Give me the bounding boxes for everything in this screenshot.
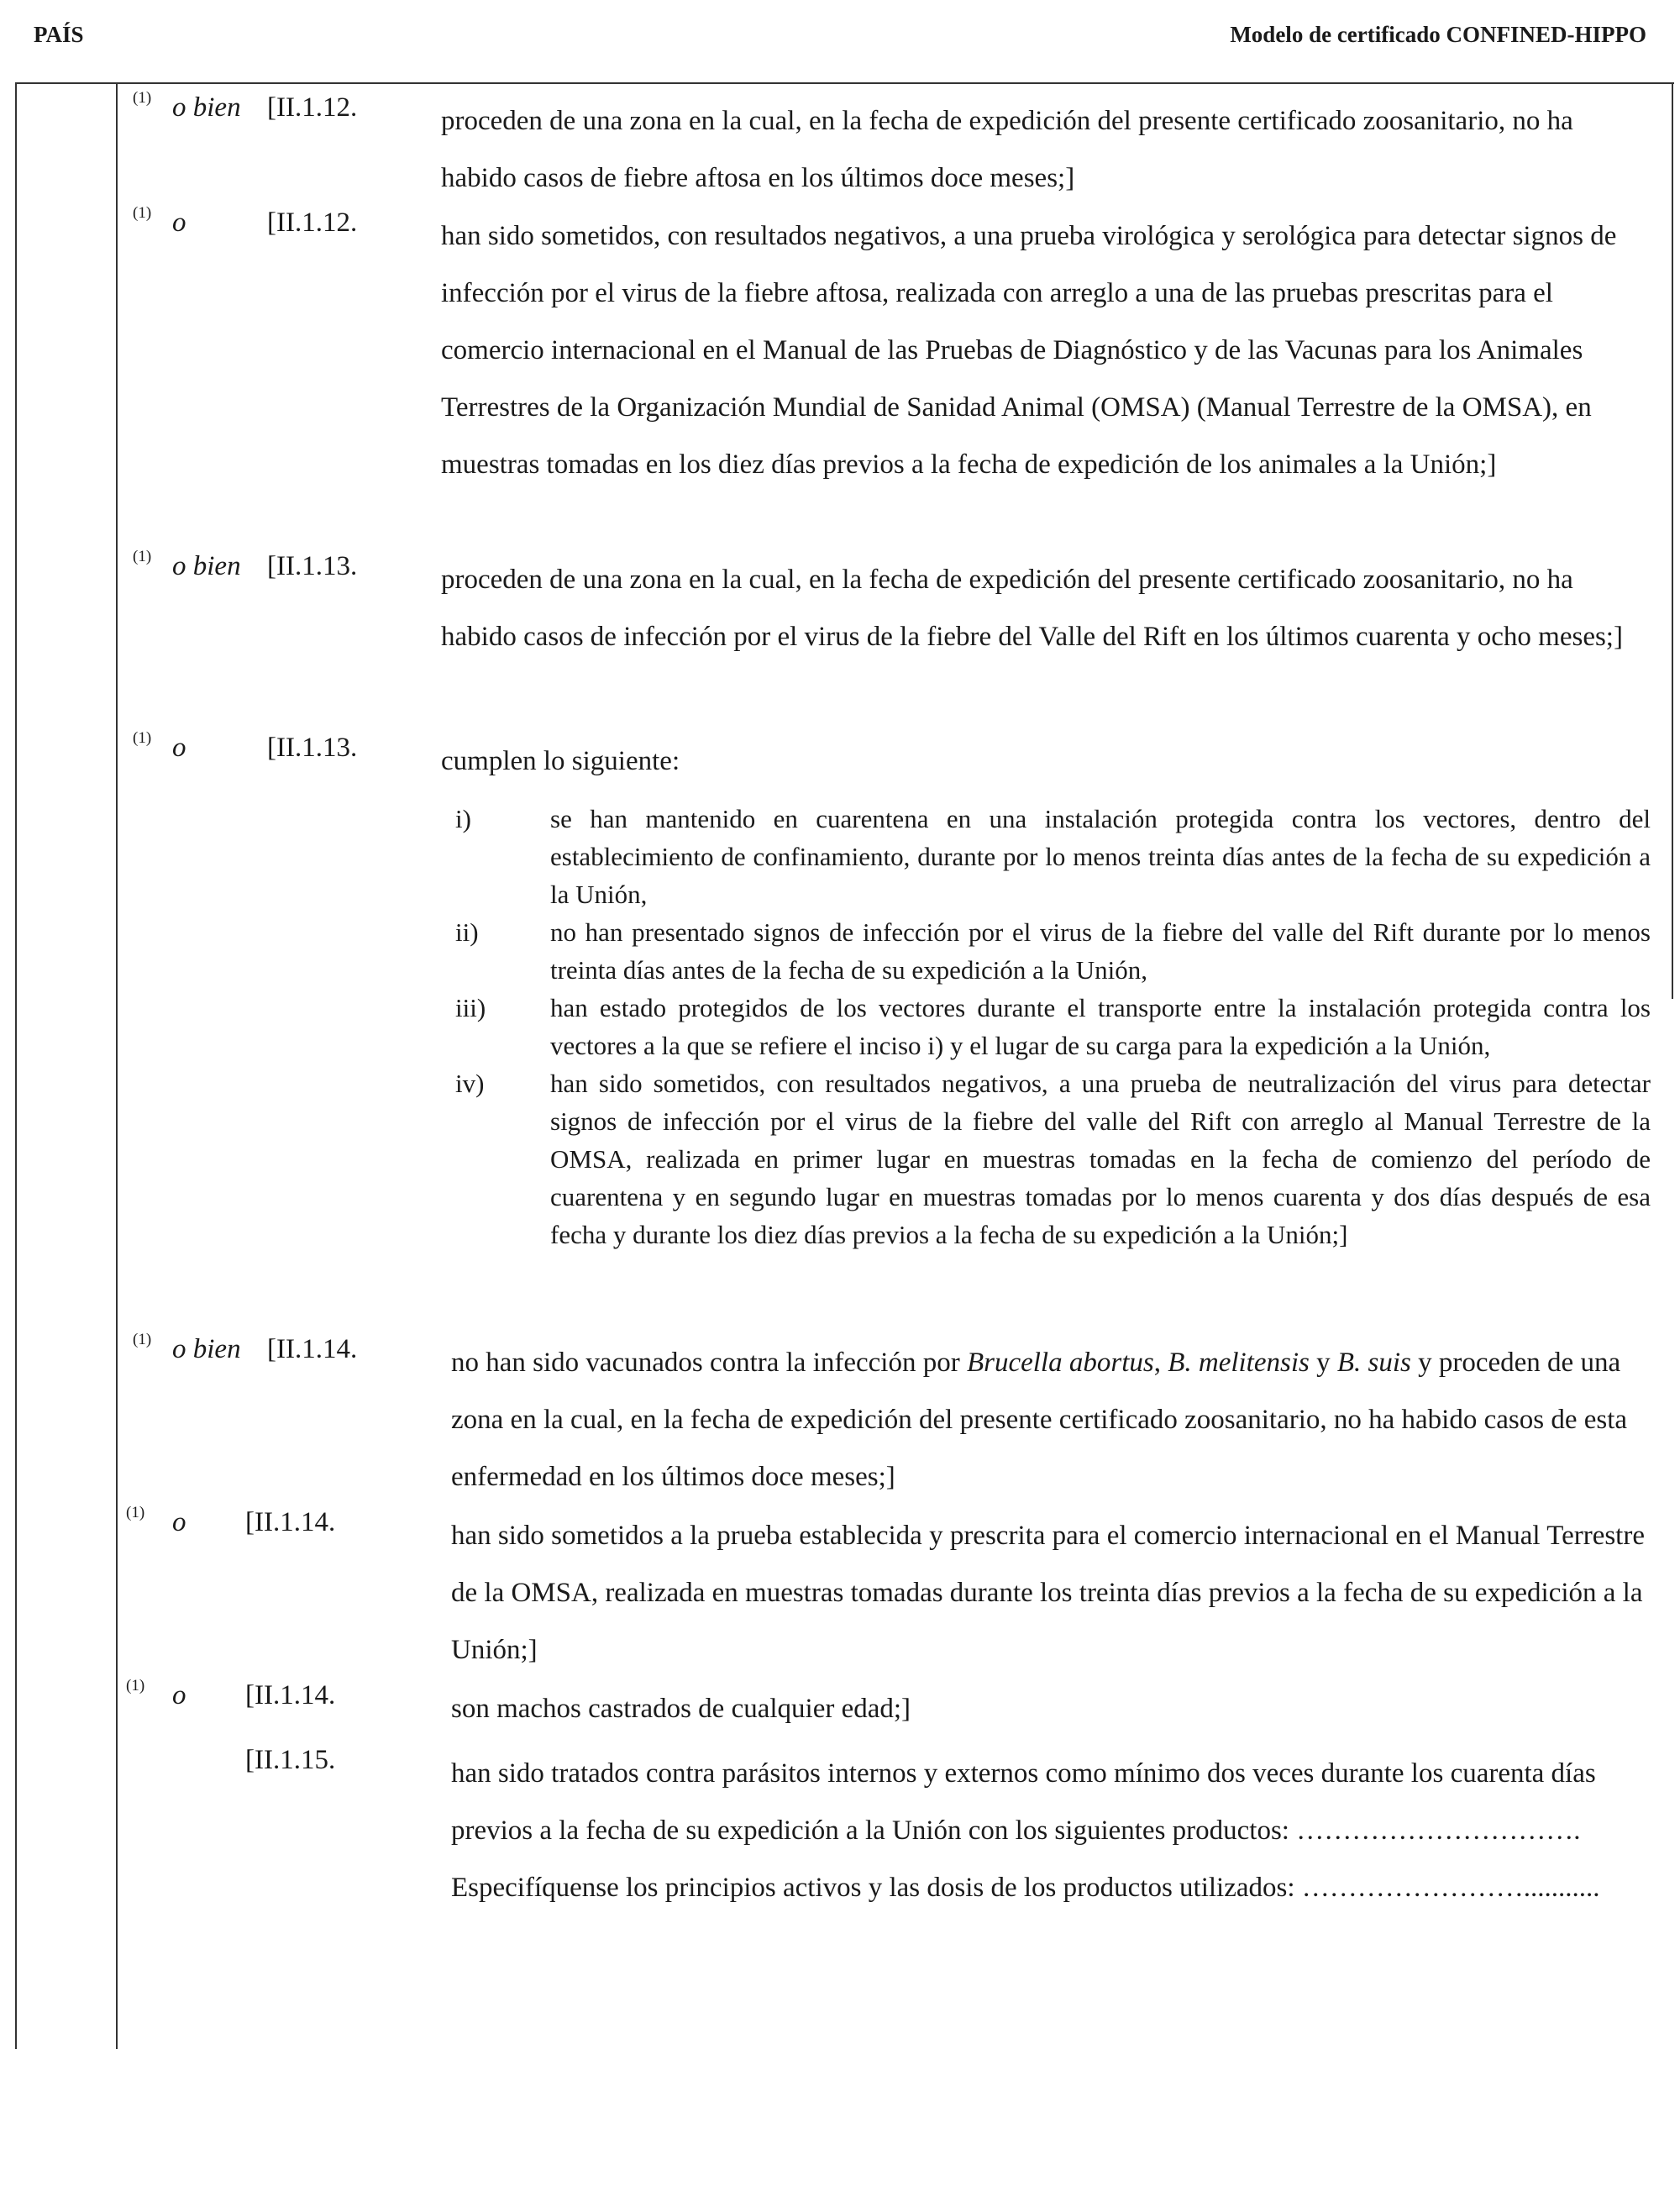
footnote-marker: (1) <box>126 1504 145 1521</box>
clause-text-part: y proceden de una zona en la cual, en la fecha de expedición del presente certificado zoosanitario, no ha habido casos de esta enfermedad en los últimos doce meses;] <box>451 1348 1628 1492</box>
option-qualifier: o bien <box>172 1334 241 1364</box>
clause-text: han sido sometidos a la prueba establecida y prescrita para el comercio internacional en el Manual Terrestre de la OMSA, realizada en muestras tomadas durante los treinta días previos a la fecha de su expedición a la Unión;] <box>451 1521 1645 1665</box>
clause-text <box>451 1334 1661 1505</box>
list-item-number: i) <box>455 804 471 833</box>
table-left-border <box>15 83 17 2049</box>
list-item-text: no han presentado signos de infección por el virus de la fiebre del valle del Rift durante por lo menos treinta días antes de la fecha de su expedición a la Unión, <box>550 917 1651 985</box>
clause-text: han sido tratados contra parásitos internos y externos como mínimo dos veces durante los cuarenta días previos a la fecha de su expedición a la Unión con los siguientes productos: …………………………. Especifíquense los principios activos y las dosis de los productos utilizados: ……………………........... <box>451 1758 1600 1903</box>
clause-reference: [II.1.13. <box>267 551 358 581</box>
list-item-number: ii) <box>455 917 479 947</box>
clause-text: proceden de una zona en la cual, en la fecha de expedición del presente certificado zoosanitario, no ha habido casos de fiebre aftosa en los últimos doce meses;] <box>441 106 1573 193</box>
footnote-marker: (1) <box>133 729 152 747</box>
clause-reference: [II.1.12. <box>267 208 358 238</box>
table-right-border <box>1672 83 1673 999</box>
footnote-marker: (1) <box>133 204 152 222</box>
species-name: B. melitensis <box>1168 1348 1310 1378</box>
list-item-text: se han mantenido en cuarentena en una instalación protegida contra los vectores, dentro del establecimiento de confinamiento, durante por lo menos treinta días antes de la fecha de su expedición a la Unión, <box>550 804 1651 909</box>
footnote-marker: (1) <box>126 1677 145 1694</box>
footnote-marker: (1) <box>133 1331 152 1348</box>
clause-text: cumplen lo siguiente: <box>441 746 680 776</box>
clause-reference: [II.1.13. <box>267 733 358 763</box>
option-qualifier: o bien <box>172 551 241 581</box>
option-qualifier: o <box>172 733 186 763</box>
option-qualifier: o <box>172 1680 186 1710</box>
condition-list <box>441 800 1651 1253</box>
option-qualifier: o <box>172 1507 186 1537</box>
option-qualifier: o bien <box>172 92 241 123</box>
clause-text: proceden de una zona en la cual, en la fecha de expedición del presente certificado zoosanitario, no ha habido casos de infección por el virus de la fiebre del Valle del Rift en los últimos cuarenta y ocho meses;] <box>441 565 1623 652</box>
list-item-text: han sido sometidos, con resultados negativos, a una prueba de neutralización del virus para detectar signos de infección por el virus de la fiebre del valle del Rift con arreglo al Manual Terrestre de la OMSA, realizada en primer lugar en muestras tomadas en la fecha de comienzo del período de cuarentena y en segundo lugar en muestras tomadas por lo menos cuarenta y dos días después de esa fecha y durante los diez días previos a la fecha de su expedición a la Unión;] <box>550 1069 1651 1249</box>
header-certificate-model: Modelo de certificado CONFINED-HIPPO <box>1230 22 1646 47</box>
table-top-border <box>15 82 1674 84</box>
clause-reference: [II.1.15. <box>245 1745 336 1775</box>
list-item-number: iii) <box>455 993 486 1022</box>
list-item <box>441 989 1651 1064</box>
clause-reference: [II.1.14. <box>245 1507 336 1537</box>
clause-text-part: no han sido vacunados contra la infección por <box>451 1348 967 1378</box>
option-qualifier: o <box>172 208 186 238</box>
footnote-marker: (1) <box>133 548 152 565</box>
clause-reference: [II.1.14. <box>245 1680 336 1710</box>
clause-reference: [II.1.14. <box>267 1334 358 1364</box>
list-item <box>441 1064 1651 1253</box>
table-column-divider <box>116 83 118 2049</box>
list-item <box>441 913 1651 989</box>
clause-text: han sido sometidos, con resultados negativos, a una prueba virológica y serológica para detectar signos de infección por el virus de la fiebre aftosa, realizada con arreglo a una de las pruebas prescritas para el comercio internacional en el Manual de las Pruebas de Diagnóstico y de las Vacunas para los Animales Terrestres de la Organización Mundial de Sanidad Animal (OMSA) (Manual Terrestre de la OMSA), en muestras tomadas en los diez días previos a la fecha de expedición de los animales a la Unión;] <box>441 221 1617 480</box>
footnote-marker: (1) <box>133 89 152 107</box>
species-name: Brucella abortus <box>966 1348 1154 1378</box>
list-item-number: iv) <box>455 1069 485 1098</box>
species-name: B. suis <box>1336 1348 1411 1378</box>
clause-text-part: y <box>1309 1348 1337 1378</box>
clause-text: son machos castrados de cualquier edad;] <box>451 1694 911 1724</box>
clause-text-part: , <box>1153 1348 1168 1378</box>
list-item-text: han estado protegidos de los vectores durante el transporte entre la instalación protegida contra los vectores a la que se refiere el inciso i) y el lugar de su carga para la expedición a la Unión, <box>550 993 1651 1060</box>
list-item <box>441 800 1651 913</box>
header-country: PAÍS <box>34 22 84 47</box>
clause-reference: [II.1.12. <box>267 92 358 123</box>
